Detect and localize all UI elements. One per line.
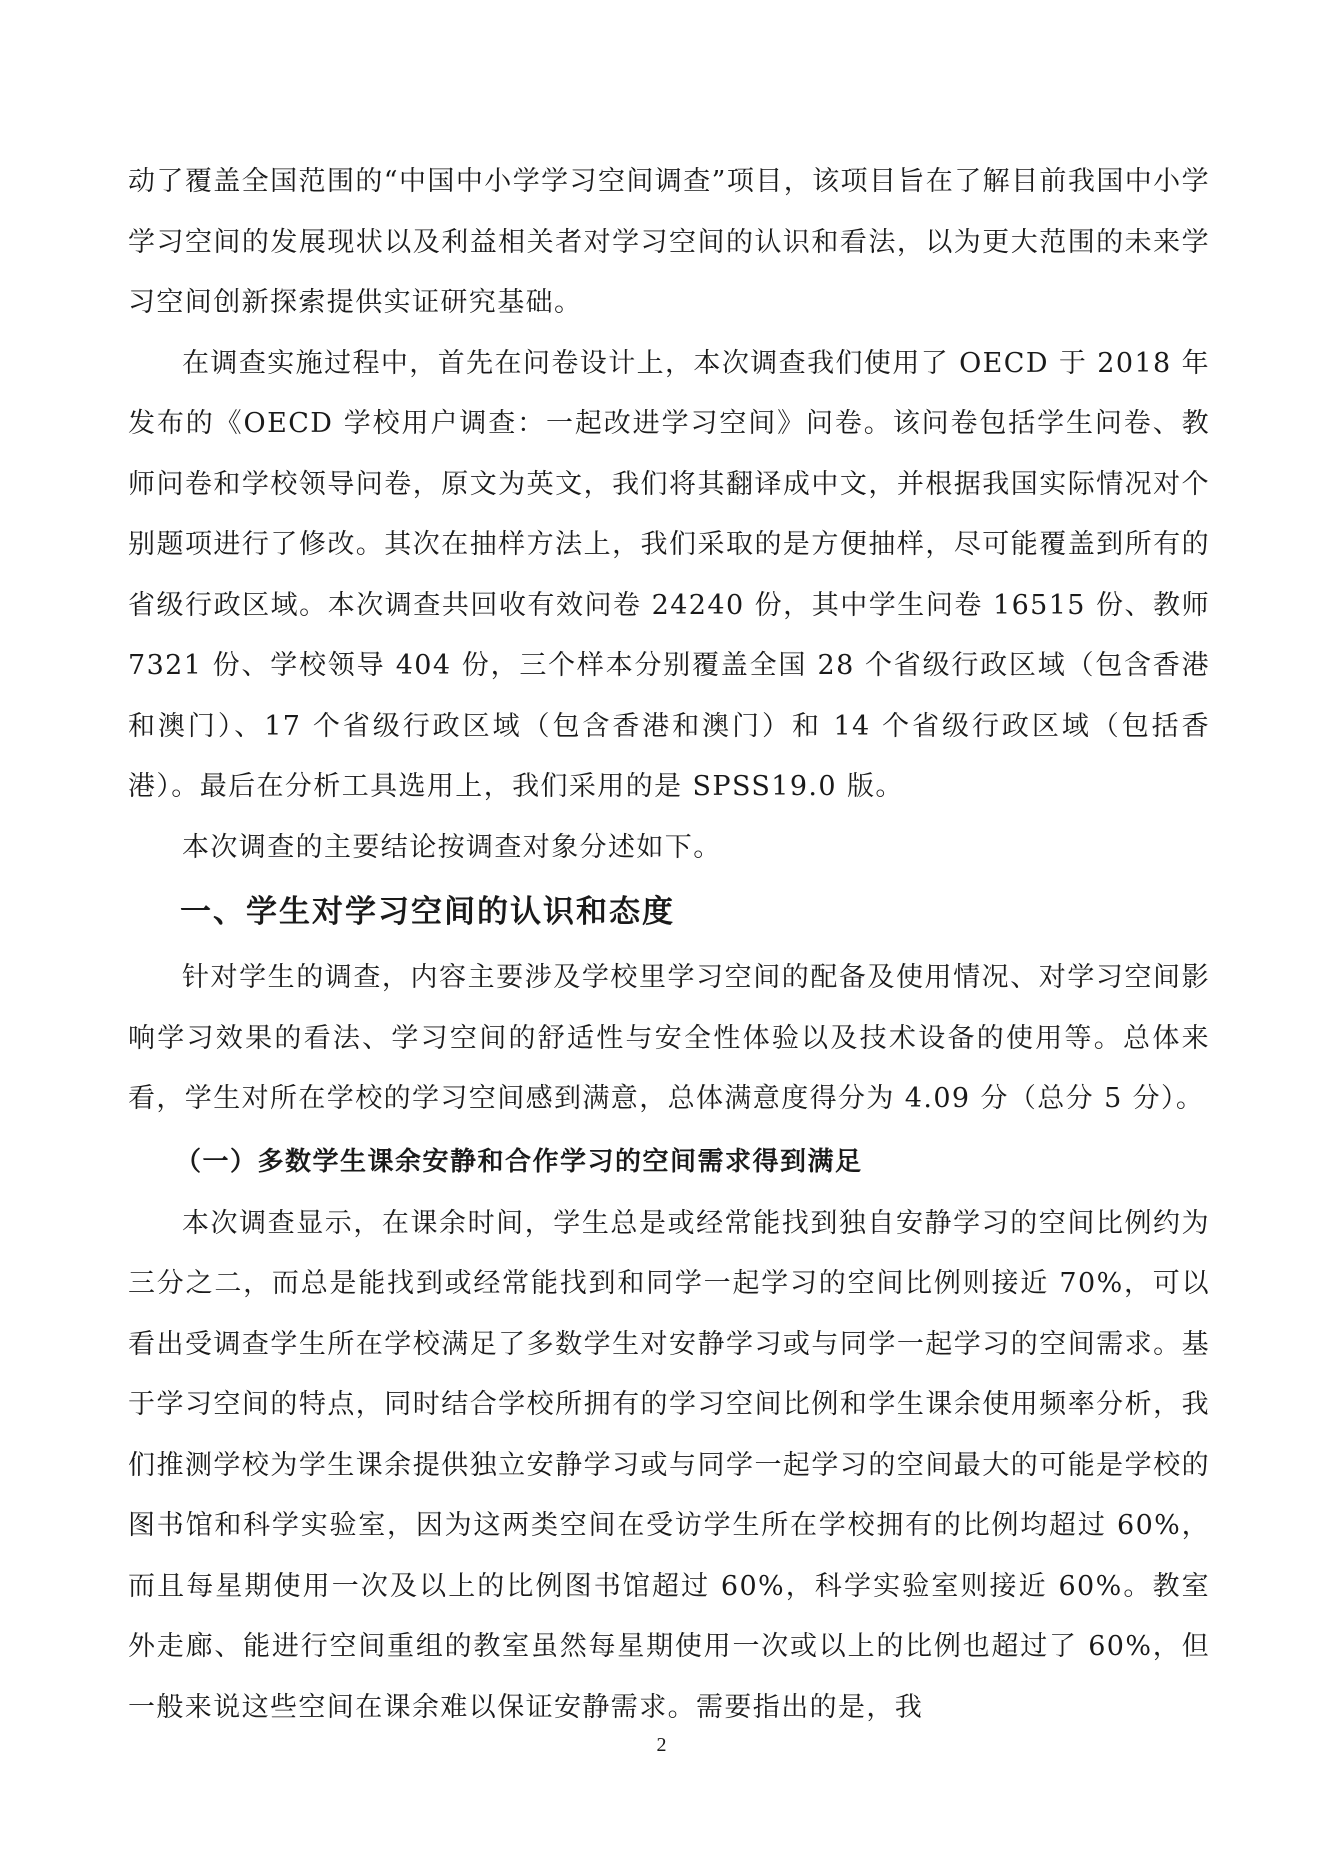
subsection-heading-quiet-cooperative-space: （一）多数学生课余安静和合作学习的空间需求得到满足: [175, 1146, 863, 1177]
paragraph-continuation: 动了覆盖全国范围的“中国中小学学习空间调查”项目，该项目旨在了解目前我国中小学学习空间的发展现状以及利益相关者对学习空间的认识和看法，以为更大范围的未来学习空间创新探索提供实证研究基础。: [128, 166, 1210, 318]
document-body: [128, 152, 1210, 1738]
page-number: 2: [656, 1734, 667, 1756]
section-heading-students: 一、学生对学习空间的认识和态度: [180, 894, 675, 930]
paragraph-conclusions-intro: 本次调查的主要结论按调查对象分述如下。: [182, 831, 722, 863]
paragraph-student-survey: 针对学生的调查，内容主要涉及学校里学习空间的配备及使用情况、对学习空间影响学习效果的看法、学习空间的舒适性与安全性体验以及技术设备的使用等。总体来看，学生对所在学校的学习空间感到满意，总体满意度得分为 4.09 分（总分 5 分）。: [128, 962, 1210, 1114]
paragraph-findings: 本次调查显示，在课余时间，学生总是或经常能找到独自安静学习的空间比例约为三分之二，而总是能找到或经常能找到和同学一起学习的空间比例则接近 70%，可以看出受调查学生所在学校满足了多数学生对安静学习或与同学一起学习的空间需求。基于学习空间的特点，同时结合学校所拥有的学习空间比例和学生课余使用频率分析，我们推测学校为学生课余提供独立安静学习或与同学一起学习的空间最大的可能是学校的图书馆和科学实验室，因为这两类空间在受访学生所在学校拥有的比例均超过 60%，而且每星期使用一次及以上的比例图书馆超过 60%，科学实验室则接近 60%。教室外走廊、能进行空间重组的教室虽然每星期使用一次或以上的比例也超过了 60%，但一般来说这些空间在课余难以保证安静需求。需要指出的是，我: [128, 1207, 1210, 1723]
paragraph-survey-method: 在调查实施过程中，首先在问卷设计上，本次调查我们使用了 OECD 于 2018 年发布的《OECD 学校用户调查：一起改进学习空间》问卷。该问卷包括学生问卷、教师问卷和学校领导问卷，原文为英文，我们将其翻译成中文，并根据我国实际情况对个别题项进行了修改。其次在抽样方法上，我们采取的是方便抽样，尽可能覆盖到所有的省级行政区域。本次调查共回收有效问卷 24240 份，其中学生问卷 16515 份、教师 7321 份、学校领导 404 份，三个样本分别覆盖全国 28 个省级行政区域（包含香港和澳门）、17 个省级行政区域（包含香港和澳门）和 14 个省级行政区域（包括香港）。最后在分析工具选用上，我们采用的是 SPSS19.0 版。: [128, 347, 1210, 802]
